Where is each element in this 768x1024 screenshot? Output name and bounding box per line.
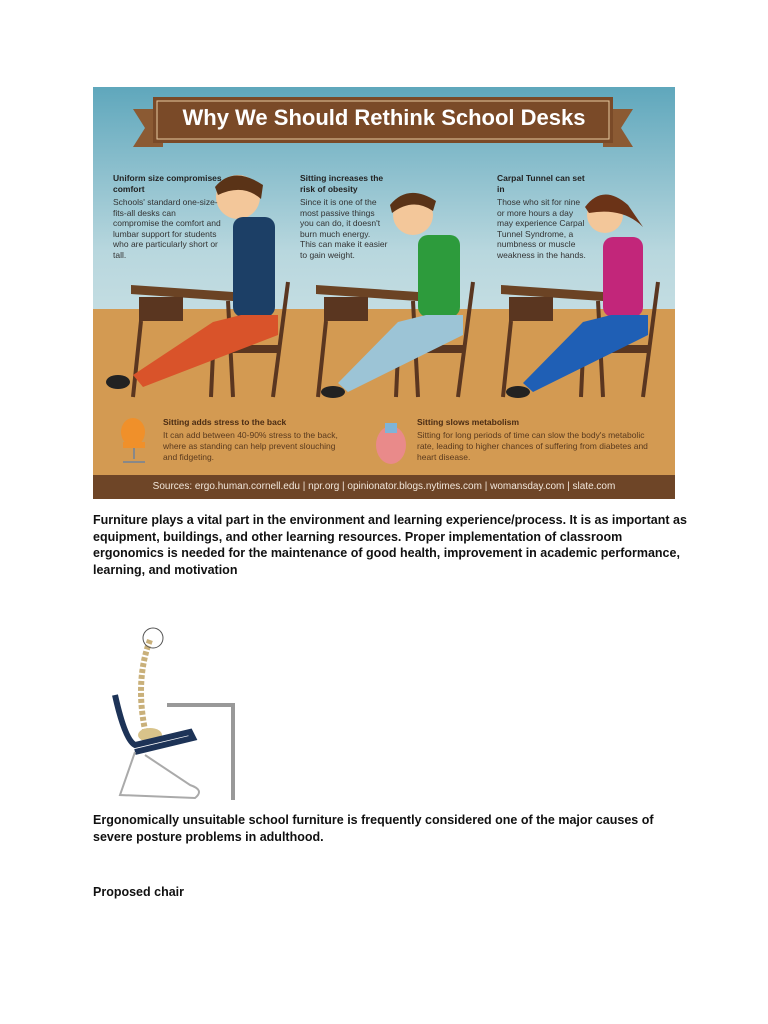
point-uniform-size: Uniform size compromises comfort Schools' standard one-size-fits-all desks can compromise the comfort and lumbar support for students who are particularly short or tall.: [113, 173, 222, 260]
point-carpal-tunnel: Carpal Tunnel can set in Those who sit for nine or more hours a day may experience Carpal Tunnel Syndrome, a numbness or muscle weakness in the hands.: [497, 173, 586, 260]
paragraph-furniture: Furniture plays a vital part in the environment and learning experience/process. It is as important as equipment, buildings, and other learning resources. Proper implementation of classroom ergonomics is needed for the maintenance of good health, improvement in academic performance, learning, and motivation: [93, 513, 687, 577]
sources-footer: Sources: ergo.human.cornell.edu | npr.org | opinionator.blogs.nytimes.com | womansday.com | slate.com: [93, 475, 675, 499]
point-metabolism: Sitting slows metabolism Sitting for long periods of time can slow the body's metabolic rate, leading to higher chances of suffering from diabetes and heart disease.: [417, 417, 648, 462]
heart-icon: [376, 423, 406, 464]
paragraph-posture: Ergonomically unsuitable school furniture is frequently considered one of the major causes of severe posture problems in adulthood.: [93, 813, 654, 844]
infographic: [93, 87, 675, 499]
point-obesity: Sitting increases the risk of obesity Since it is one of the most passive things you can do, it doesn't burn much energy. This can make it easier to gain weight.: [300, 173, 388, 260]
point-back-stress: Sitting adds stress to the back It can add between 40-90% stress to the back, where as standing can help prevent slouching and fidgeting.: [163, 417, 338, 462]
spine-chair-image: [105, 620, 240, 805]
office-chair-icon: [121, 418, 145, 462]
proposed-chair-heading: Proposed chair: [93, 885, 184, 899]
infographic-title: Why We Should Rethink School Desks: [182, 105, 586, 130]
